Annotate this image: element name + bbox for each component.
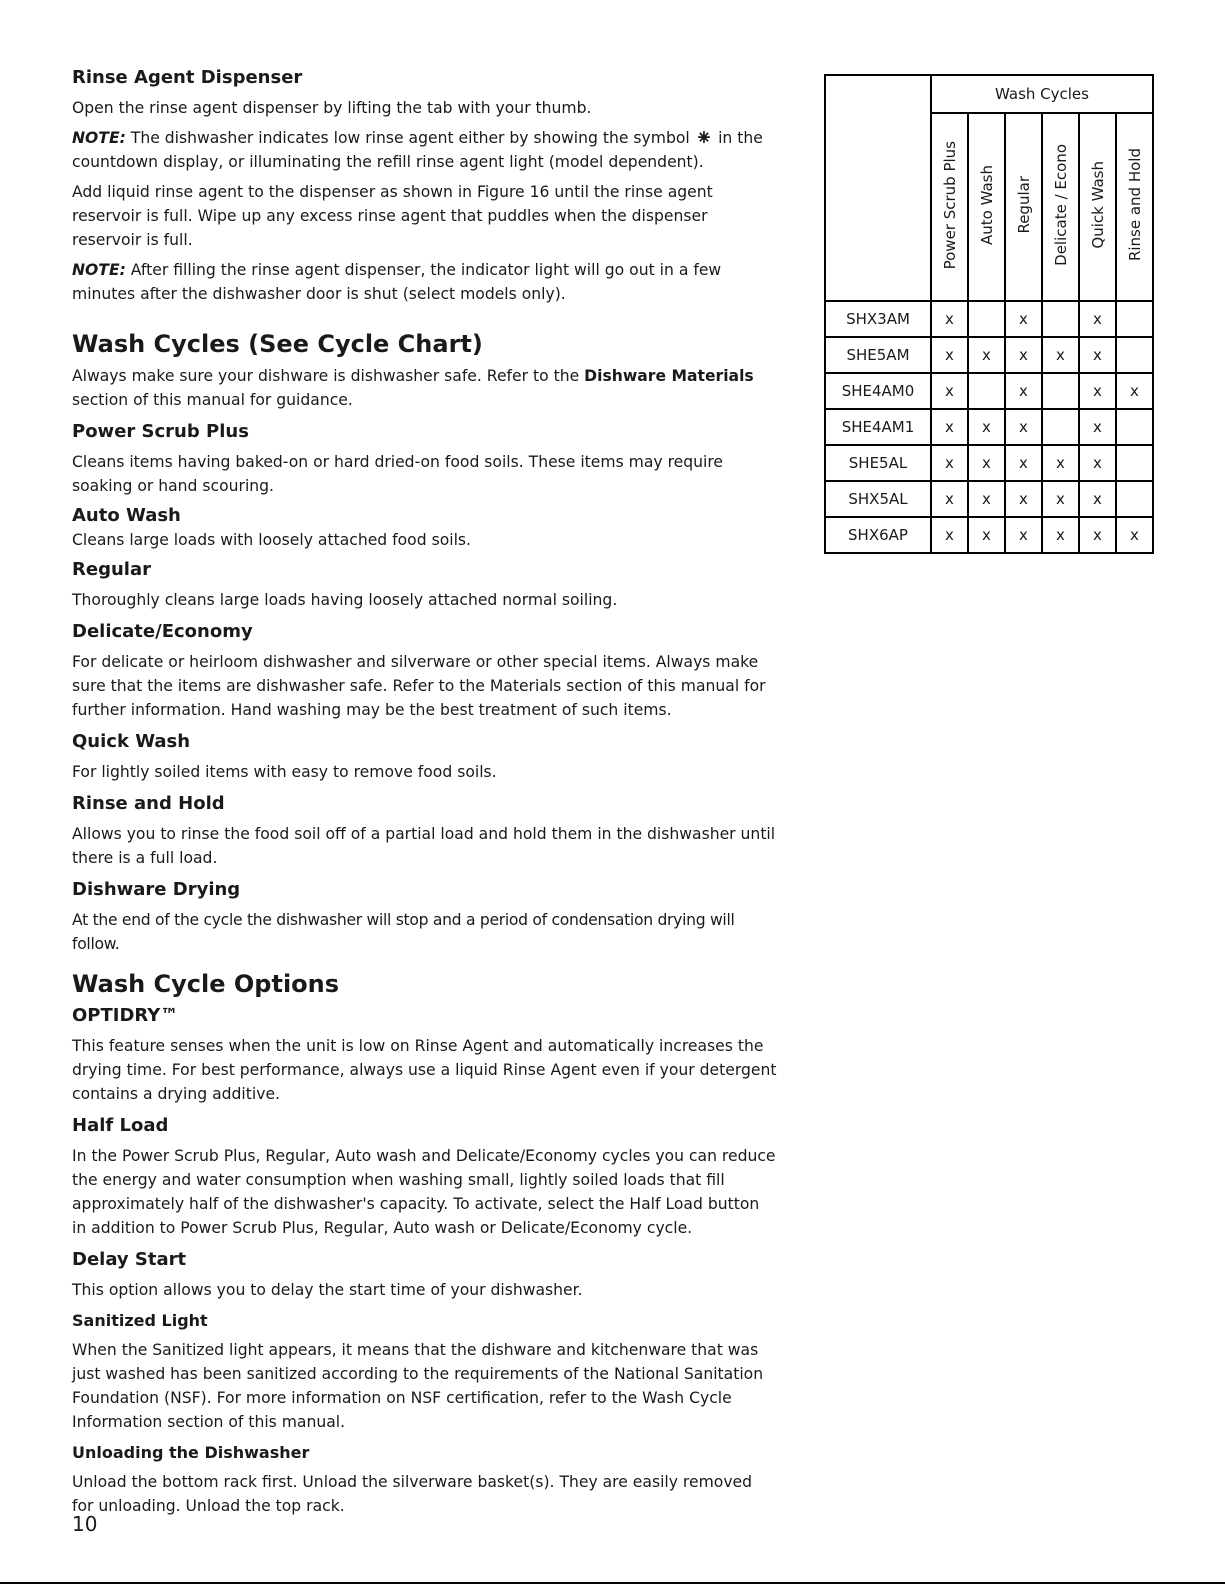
column-header [931, 113, 968, 301]
mark-cell [1116, 409, 1153, 445]
options-heading: Wash Cycle Options [72, 970, 340, 998]
table-row [825, 517, 1153, 553]
auto-wash-text: Cleans large loads with loosely attached food soils. [72, 531, 471, 549]
mark-cell: x [931, 301, 968, 337]
mark-cell: x [968, 409, 1005, 445]
unloading-heading: Unloading the Dishwasher [72, 1443, 310, 1462]
model-cell: SHE4AM1 [825, 409, 931, 445]
intro-text: Always make sure your dishware is dishwasher safe. Refer to the [72, 367, 585, 385]
mark-cell: x [1079, 337, 1116, 373]
table-title: Wash Cycles [931, 75, 1153, 113]
mark-cell [1116, 481, 1153, 517]
mark-cell: x [1079, 445, 1116, 481]
wash-cycles-heading: Wash Cycles (See Cycle Chart) [72, 330, 483, 358]
mark-cell: x [931, 517, 968, 553]
column-header-label: Rinse and Hold [1125, 148, 1144, 262]
half-load-text: In the Power Scrub Plus, Regular, Auto wash and Delicate/Economy cycles you can reduce the energy and water consumption when washing small, lightly soiled loads that fill approximately half of the dishwasher's capacity. To activate, select the Half Load button in addition to Power Scrub Plus, Regular, Auto wash or Delicate/Economy cycle. [72, 1147, 776, 1237]
mark-cell: x [1042, 481, 1079, 517]
rinse-agent-note1 [72, 126, 777, 174]
model-cell: SHE4AM0 [825, 373, 931, 409]
optidry-heading: OPTIDRY™ [72, 1005, 179, 1026]
column-header-label: Auto Wash [977, 165, 996, 245]
rinse-agent-heading: Rinse Agent Dispenser [72, 67, 303, 88]
model-cell: SHX3AM [825, 301, 931, 337]
note2-text: After filling the rinse agent dispenser, the indicator light will go out in a few minutes after the dishwasher door is shut (select models only). [72, 261, 722, 303]
unloading-text: Unload the bottom rack first. Unload the silverware basket(s). They are easily removed for unloading. Unload the top rack. [72, 1473, 753, 1515]
mark-cell [1042, 373, 1079, 409]
mark-cell: x [1005, 337, 1042, 373]
mark-cell: x [931, 481, 968, 517]
mark-cell: x [968, 337, 1005, 373]
delay-start-heading: Delay Start [72, 1249, 187, 1270]
rinse-hold-text: Allows you to rinse the food soil off of a partial load and hold them in the dishwasher until there is a full load. [72, 825, 776, 867]
power-scrub-text: Cleans items having baked-on or hard dried-on food soils. These items may require soaking or hand scouring. [72, 453, 724, 495]
mark-cell [968, 301, 1005, 337]
note1-text-after: in the countdown display, or illuminating the refill rinse agent light (model dependent). [72, 129, 763, 171]
table-row [825, 373, 1153, 409]
drying-heading: Dishware Drying [72, 879, 241, 900]
delicate-text: For delicate or heirloom dishwasher and silverware or other special items. Always make sure that the items are dishwasher safe. Refer to the Materials section of this manual for further information. Hand washing may be the best treatment of such items. [72, 653, 766, 719]
auto-wash-heading: Auto Wash [72, 505, 181, 526]
column-header [1079, 113, 1116, 301]
column-header [1042, 113, 1079, 301]
quick-wash-heading: Quick Wash [72, 731, 191, 752]
mark-cell: x [1079, 517, 1116, 553]
delay-start-text: This option allows you to delay the start time of your dishwasher. [72, 1281, 583, 1299]
quick-wash-text: For lightly soiled items with easy to remove food soils. [72, 763, 497, 781]
table-row [825, 337, 1153, 373]
mark-cell: x [931, 445, 968, 481]
power-scrub-heading: Power Scrub Plus [72, 421, 249, 442]
column-header-label: Regular [1014, 176, 1033, 234]
optidry-text: This feature senses when the unit is low on Rinse Agent and automatically increases the drying time. For best performance, always use a liquid Rinse Agent even if your detergent contains a drying additive. [72, 1037, 777, 1103]
mark-cell [1042, 409, 1079, 445]
regular-heading: Regular [72, 559, 151, 580]
model-cell: SHX6AP [825, 517, 931, 553]
dishware-materials-ref: Dishware Materials [584, 367, 754, 385]
mark-cell: x [968, 445, 1005, 481]
mark-cell [1116, 445, 1153, 481]
mark-cell: x [1116, 373, 1153, 409]
mark-cell [1042, 301, 1079, 337]
mark-cell: x [1042, 337, 1079, 373]
rinse-agent-note2 [72, 258, 777, 306]
column-header [1005, 113, 1042, 301]
mark-cell: x [931, 409, 968, 445]
mark-cell: x [1042, 445, 1079, 481]
table-title-row [825, 75, 1153, 113]
rinse-agent-section [72, 66, 777, 306]
drying-text: At the end of the cycle the dishwasher will stop and a period of condensation drying will follow. [72, 911, 735, 953]
column-header-label: Delicate / Econo [1051, 144, 1070, 266]
sanitized-heading: Sanitized Light [72, 1311, 208, 1330]
mark-cell: x [1005, 517, 1042, 553]
regular-text: Thoroughly cleans large loads having loosely attached normal soiling. [72, 591, 618, 609]
half-load-heading: Half Load [72, 1115, 169, 1136]
note-label: NOTE: [72, 261, 126, 279]
table-row [825, 301, 1153, 337]
table-row [825, 445, 1153, 481]
mark-cell: x [1042, 517, 1079, 553]
rinse-agent-p1: Open the rinse agent dispenser by lifting the tab with your thumb. [72, 99, 592, 117]
sanitized-text: When the Sanitized light appears, it means that the dishware and kitchenware that was just washed has been sanitized according to the requirements of the National Sanitation Foundation (NSF). For more information on NSF certification, refer to the Wash Cycle Information section of this manual. [72, 1341, 764, 1431]
model-cell: SHE5AL [825, 445, 931, 481]
mark-cell: x [1005, 373, 1042, 409]
delicate-heading: Delicate/Economy [72, 621, 253, 642]
main-content [72, 66, 777, 1530]
column-header-label: Quick Wash [1088, 161, 1107, 249]
table-row [825, 409, 1153, 445]
note-label: NOTE: [72, 129, 126, 147]
mark-cell: x [1005, 409, 1042, 445]
mark-cell: x [931, 373, 968, 409]
rinse-agent-p2: Add liquid rinse agent to the dispenser as shown in Figure 16 until the rinse agent reservoir is full. Wipe up any excess rinse agent that puddles when the dispenser reservoir is full. [72, 183, 713, 249]
table-row [825, 481, 1153, 517]
mark-cell: x [1005, 301, 1042, 337]
intro-text-after: section of this manual for guidance. [72, 391, 353, 409]
mark-cell: x [1079, 373, 1116, 409]
mark-cell: x [1005, 445, 1042, 481]
column-header [1116, 113, 1153, 301]
page-number: 10 [72, 1512, 98, 1536]
table-corner-cell [825, 75, 931, 301]
mark-cell: x [1079, 301, 1116, 337]
wash-cycles-table [824, 74, 1154, 554]
mark-cell: x [968, 517, 1005, 553]
wash-cycles-section [72, 328, 777, 956]
mark-cell: x [931, 337, 968, 373]
mark-cell: x [1116, 517, 1153, 553]
mark-cell: x [968, 481, 1005, 517]
model-cell: SHE5AM [825, 337, 931, 373]
rinse-hold-heading: Rinse and Hold [72, 793, 225, 814]
bottom-rule [0, 1582, 1225, 1584]
column-header [968, 113, 1005, 301]
mark-cell [968, 373, 1005, 409]
mark-cell [1116, 301, 1153, 337]
column-header-label: Power Scrub Plus [940, 140, 959, 270]
note1-text-before: The dishwasher indicates low rinse agent either by showing the symbol [125, 129, 695, 147]
model-cell: SHX5AL [825, 481, 931, 517]
mark-cell: x [1079, 409, 1116, 445]
mark-cell: x [1005, 481, 1042, 517]
wash-cycles-intro [72, 364, 777, 412]
mark-cell [1116, 337, 1153, 373]
rinse-agent-symbol-icon: ⁕ [694, 126, 714, 151]
options-section [72, 968, 777, 1518]
mark-cell: x [1079, 481, 1116, 517]
